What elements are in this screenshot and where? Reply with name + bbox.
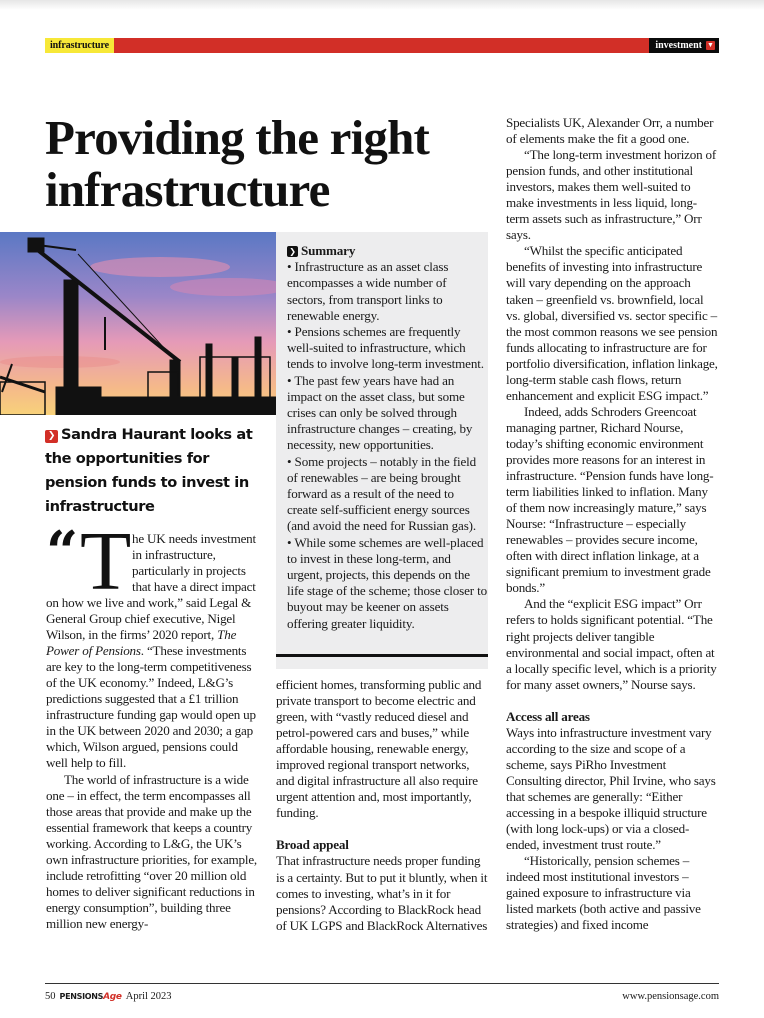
body-paragraph xyxy=(46,595,262,772)
standfirst-text: Sandra Haurant looks at the opportunities for pension funds to invest in infrastructure xyxy=(45,426,253,515)
dropcap-lead-text: he UK needs investment in infrastructure, particularly in projects that have a direct impact xyxy=(132,531,256,595)
report-title: The Power of Pensions xyxy=(46,627,237,659)
summary-bottom-rule xyxy=(276,654,488,657)
arrow-right-icon: ❯ xyxy=(287,246,298,257)
summary-panel xyxy=(287,243,487,632)
chevron-down-icon: ▼ xyxy=(707,41,714,49)
hero-image xyxy=(0,232,276,415)
lead-text-cont: . “These investments are key to the long-term competitiveness of the UK economy.” Indeed, L&G’s predictions suggested that a £1 trillion infrastructure funding gap would open up in the UK between 2020 and 2030; a gap which, Wilson argued, pensions could well help to fill. xyxy=(46,643,256,771)
title-line-1: Providing the right xyxy=(45,110,430,165)
article-title xyxy=(45,112,505,216)
footer-left xyxy=(45,990,172,1004)
issue-date: April 2023 xyxy=(125,991,172,1002)
arrow-right-icon: ❯ xyxy=(45,430,58,443)
body-paragraph: “Historically, pension schemes – indeed most institutional investors – gained exposure to infrastructure via listed markets (both active and passive strategies) and fixed income xyxy=(506,853,701,933)
brand-accent: Age xyxy=(103,992,122,1002)
standfirst xyxy=(45,423,270,519)
category-tag-label: investment xyxy=(655,40,702,51)
body-paragraph: “Whilst the specific anticipated benefits of investing into infrastructure will vary depending on the approach taken – greenfield vs. brownfield, local vs. global, diversified vs. sector specific – the most common reasons we see pension funds allocating to infrastructure are for portfolio diversification, inflation linkage, long-term stable cash flows, return enhancement and explicit ESG impact.” xyxy=(506,243,718,403)
body-paragraph: Specialists UK, Alexander Orr, a number of elements make the fit a good one. xyxy=(506,115,714,147)
body-paragraph: “The long-term investment horizon of pension funds, and other institutional investors, makes them well-suited to make investments in less liquid, long-term assets such as infrastructure,” Orr says. xyxy=(506,147,717,243)
title-line-2: infrastructure xyxy=(45,162,330,217)
subheading: Broad appeal xyxy=(276,837,349,853)
summary-bullet: • Some projects – notably in the field of renewables – are being brought forward as a result of the need to create self-sufficient energy sources (and avoid the need for Russian gas). xyxy=(287,453,477,534)
summary-heading xyxy=(287,243,487,259)
body-paragraph: Ways into infrastructure investment vary according to the size and scope of a scheme, says PiRho Investment Consulting director, Phil Irvine, who says that schemes are generally: “Either accessing in a bespoke illiquid structure (with long lock-ups) or via a closed-ended, investment trust route.” xyxy=(506,724,716,853)
section-header-band xyxy=(45,38,719,53)
footer-rule xyxy=(45,983,719,984)
page-number: 50 xyxy=(45,991,56,1002)
summary-heading-label: Summary xyxy=(301,243,356,258)
body-paragraph: efficient homes, transforming public and private transport to become electric and green, with “vastly reduced diesel and petrol-powered cars and buses,” while affordable housing, renewable energy, improved regional transport networks, and digital infrastructure all also require urgent attention and, most importantly, funding. xyxy=(276,677,482,821)
brand-logo xyxy=(60,990,122,1004)
section-tag[interactable]: infrastructure xyxy=(45,38,114,53)
dropcap-block xyxy=(46,515,262,608)
lead-text: on how we live and work,” said Legal & General Group chief executive, Nigel Wilson, in the firms’ 2020 report, xyxy=(46,595,252,643)
website-link[interactable]: www.pensionsage.com xyxy=(622,991,719,1002)
summary-bullet: • While some schemes are well-placed to invest in these long-term, and urgent, projects, this depends on the life stage of the scheme; those closer to buyout may be keener on assets offering greater liquidity. xyxy=(287,534,488,631)
body-paragraph: Indeed, adds Schroders Greencoat managing partner, Richard Nourse, today’s shifting economic environment provides more reasons for an interest in infrastructure. “Pension funds have long-term liabilities linked to inflation. Many of them now increasingly mature,” says Nourse: “Infrastructure – especially renewables – provides secure income, often with direct inflation linkage, at a significant premium to investment grade bonds.” xyxy=(506,403,714,596)
summary-bullet: • Infrastructure as an asset class encompasses a wide number of sectors, from transport links to renewable energy. xyxy=(287,259,449,323)
brand-main: PENSIONS xyxy=(59,992,104,1001)
subheading: Access all areas xyxy=(506,708,590,724)
body-column-1 xyxy=(46,515,262,932)
body-paragraph: And the “explicit ESG impact” Orr refers to holds significant potential. “The right projects deliver tangible environmental and social impact, often at a locally specific level, which is a priority for many asset owners,” Nourse says. xyxy=(506,596,717,692)
body-column-3 xyxy=(506,115,718,933)
body-paragraph: That infrastructure needs proper funding is a certainty. But to put it bluntly, when it comes to investing, what’s in it for pensions? According to BlackRock head of UK LGPS and BlackRock Alternatives xyxy=(276,853,488,933)
body-column-2 xyxy=(276,677,488,934)
pull-quote-mark-icon: “ xyxy=(46,519,73,585)
page-top-shadow xyxy=(0,0,764,10)
dropcap-letter: T xyxy=(80,515,132,608)
category-tag[interactable] xyxy=(649,38,719,53)
summary-bullet: • The past few years have had an impact on the asset class, but some crises can only be solved through infrastructure changes – creating, by necessity, new opportunities. xyxy=(287,372,473,453)
summary-bullet: • Pensions schemes are frequently well-suited to infrastructure, which tends to involve long-term investment. xyxy=(287,324,484,372)
body-paragraph: The world of infrastructure is a wide one – in effect, the term encompasses all those areas that provide and make up the essential framework that keeps a country working. According to L&G, the UK’s own infrastructure priorities, for example, include retrofitting “over 20 million old homes to deliver significant reductions in energy consumption”, building three million new energy- xyxy=(46,771,258,931)
